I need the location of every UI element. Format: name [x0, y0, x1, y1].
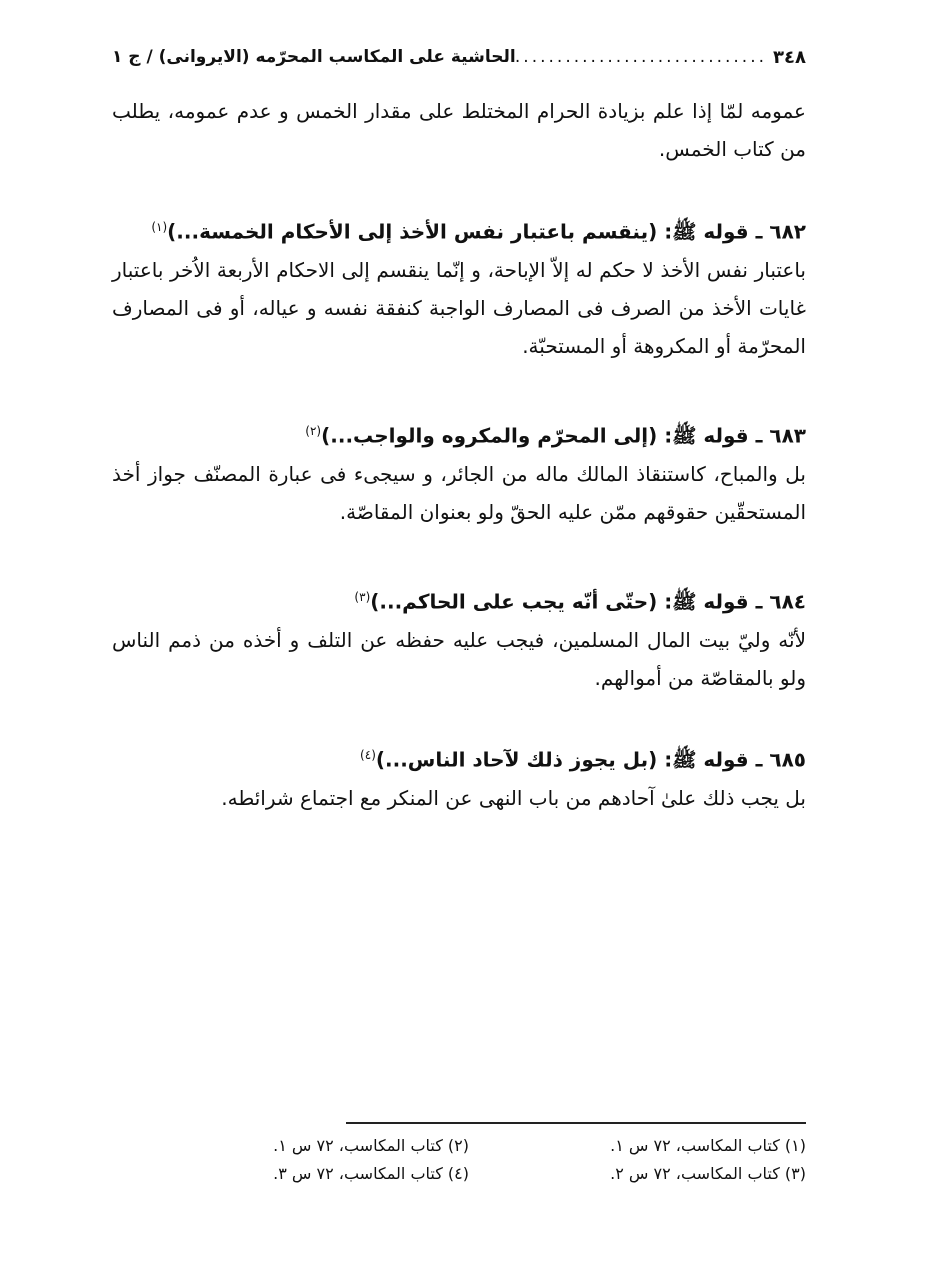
footnote-ref: (٤)	[360, 748, 376, 762]
section-heading: ٦٨٤ ـ قوله ﷺ: (حتّى أنّه يجب على الحاكم...)$^{(٣)}$	[354, 589, 806, 614]
section-685	[112, 736, 806, 817]
footnote-ref: (٢)	[305, 424, 322, 438]
intro-paragraph	[112, 92, 806, 168]
page-header	[112, 42, 806, 72]
section-heading: ٦٨٢ ـ قوله ﷺ: (ينقسم باعتبار نفس الأخذ إلى الأحكام الخمسة...)$^{(١)}$	[151, 219, 806, 244]
section-body: بل يجب ذلك علىٰ آحادهم من باب النهى عن المنكر مع اجتماع شرائطه.	[221, 785, 806, 810]
section-684	[112, 578, 806, 697]
section-body: لأنّه وليّ بيت المال المسلمين، فيجب عليه حفظه عن التلف و أخذه من ذمم الناس ولو بالمقاصّة من أموالهم.	[112, 627, 806, 690]
intro-text: عمومه لمّا إذا علم بزيادة الحرام المختلط على مقدار الخمس و عدم عمومه، يطلب من كتاب الخمس.	[112, 99, 806, 161]
footnote-ref: (١)	[151, 220, 168, 234]
running-title: الحاشية على المكاسب المحرّمه (الايروانى) / ج ١	[112, 47, 516, 67]
header-leader-dots	[516, 47, 773, 67]
section-683	[112, 412, 806, 531]
footnote-2: (٢) كتاب المكاسب، ٧٢ س ١.	[273, 1136, 469, 1155]
footnote-ref: (٣)	[354, 590, 371, 604]
footnote-divider	[346, 1122, 806, 1124]
footnote-3: (٣) كتاب المكاسب، ٧٢ س ٢.	[610, 1164, 806, 1183]
section-body: بل والمباح، كاستنقاذ المالك ماله من الجائر، و سيجىء فى عبارة المصنّف جواز أخذ المستحقّين حقوقهم ممّن عليه الحقّ ولو بعنوان المقاصّة.	[112, 461, 806, 524]
section-body: باعتبار نفس الأخذ لا حكم له إلاّ الإباحة، و إنّما ينقسم إلى الاحكام الأربعة الاُخر باعتبار غايات الأخذ من الصرف فى المصارف الواجبة كنفقة نفسه و عياله، أو فى المصارف المحرّمة أو المكروهة أو المستحبّة.	[112, 257, 806, 358]
footnote-1: (١) كتاب المكاسب، ٧٢ س ١.	[610, 1136, 806, 1155]
section-heading: ٦٨٣ ـ قوله ﷺ: (إلى المحرّم والمكروه والواجب...)$^{(٢)}$	[305, 423, 806, 448]
section-heading: ٦٨٥ ـ قوله ﷺ: (بل يجوز ذلك لآحاد الناس...)$^{(٤)}$	[360, 747, 806, 772]
footnote-4: (٤) كتاب المكاسب، ٧٢ س ٣.	[273, 1164, 469, 1183]
page-number: ٣٤٨	[773, 46, 806, 68]
section-682	[112, 208, 806, 365]
